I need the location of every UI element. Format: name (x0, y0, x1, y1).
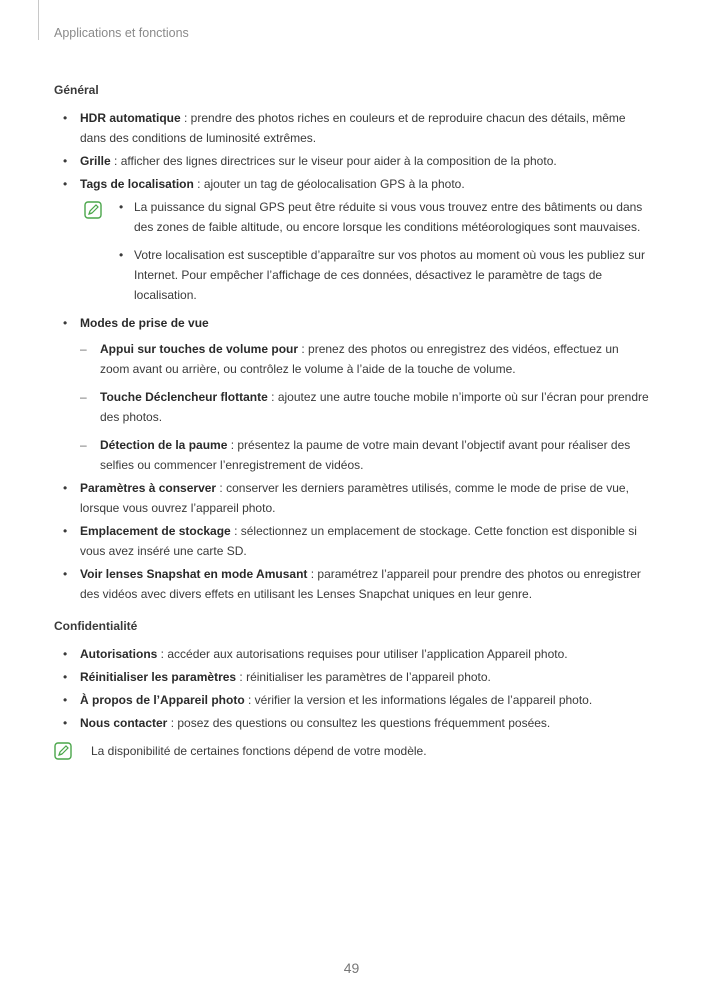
item-term: Modes de prise de vue (80, 316, 209, 330)
availability-note-text: La disponibilité de certaines fonctions dépend de votre modèle. (91, 744, 427, 758)
item-term: Appui sur touches de volume pour (100, 342, 299, 356)
item-desc: : prenez des photos ou enregistrez des vidéos, effectuez un zoom avant ou arrière, ou contrôlez le volume à l’aide de la touche de volume. (100, 342, 619, 376)
location-note (54, 197, 650, 305)
item-term: Emplacement de stockage (80, 524, 231, 538)
item-term: Autorisations (80, 647, 158, 661)
list-item (54, 690, 650, 710)
availability-note (54, 741, 650, 761)
header-rule (38, 0, 39, 40)
list-item (54, 564, 650, 604)
item-term: Tags de localisation (80, 177, 194, 191)
list-item (54, 521, 650, 561)
note-item: • Votre localisation est susceptible d’apparaître sur vos photos au moment où vous les publiez sur Internet. Pour empêcher l’affichage de ces données, désactivez le paramètre de tags de localisation. (134, 245, 650, 305)
section-title-privacy: Confidentialité (54, 619, 138, 633)
item-desc: : présentez la paume de votre main devant l’objectif avant pour réaliser des selfies ou commencer l’enregistrement de vidéos. (100, 438, 631, 472)
item-desc: : ajoutez une autre touche mobile n’importe où sur l’écran pour prendre des photos. (100, 390, 649, 424)
item-desc: : vérifier la version et les informations légales de l’appareil photo. (244, 693, 593, 707)
list-item (54, 644, 650, 664)
sub-item (54, 339, 650, 379)
item-term: Touche Déclencheur flottante (100, 390, 268, 404)
item-term: HDR automatique (80, 111, 181, 125)
list-item (54, 713, 650, 733)
item-desc: : afficher des lignes directrices sur le viseur pour aider à la composition de la photo. (110, 154, 557, 168)
item-desc: : prendre des photos riches en couleurs et de reproduire chacun des détails, même dans des conditions de luminosité extrêmes. (80, 111, 626, 145)
item-term: Nous contacter (80, 716, 168, 730)
list-item (54, 108, 650, 148)
item-desc: : ajouter un tag de géolocalisation GPS à la photo. (193, 177, 465, 191)
list-item (54, 313, 650, 475)
item-term: Grille (80, 154, 111, 168)
main-content (54, 80, 650, 761)
item-desc: : conserver les derniers paramètres utilisés, comme le mode de prise de vue, lorsque vous ouvrez l’appareil photo. (80, 481, 629, 515)
item-term: Détection de la paume (100, 438, 228, 452)
item-desc: : sélectionnez un emplacement de stockage. Cette fonction est disponible si vous avez inséré une carte SD. (80, 524, 637, 558)
list-item (54, 151, 650, 171)
item-term: Voir lenses Snapshat en mode Amusant (80, 567, 308, 581)
breadcrumb: Applications et fonctions (54, 26, 189, 40)
item-term: À propos de l’Appareil photo (80, 693, 245, 707)
shooting-mode-sublist (80, 339, 650, 475)
sub-item (54, 387, 650, 427)
list-item (54, 174, 650, 194)
item-desc: : posez des questions ou consultez les questions fréquemment posées. (167, 716, 551, 730)
note-item: • La puissance du signal GPS peut être réduite si vous vous trouvez entre des bâtiments ou dans des zones de faible altitude, ou encore lorsque les conditions météorologiques sont mauvaises. (134, 197, 650, 237)
list-item (54, 667, 650, 687)
privacy-list (54, 644, 650, 733)
item-term: Paramètres à conserver (80, 481, 217, 495)
item-desc: : paramétrez l’appareil pour prendre des photos ou enregistrer des vidéos avec divers effets en utilisant les Lenses Snapchat uniques en leur genre. (80, 567, 641, 601)
section-title-general: Général (54, 83, 99, 97)
general-list (54, 108, 650, 194)
shooting-modes-list (54, 313, 650, 604)
page-number: 49 (343, 960, 360, 976)
pencil-note-icon (84, 201, 102, 219)
item-desc: : accéder aux autorisations requises pour utiliser l’application Appareil photo. (157, 647, 568, 661)
list-item (54, 478, 650, 518)
sub-item (54, 435, 650, 475)
item-desc: : réinitialiser les paramètres de l’appareil photo. (236, 670, 491, 684)
pencil-note-icon (54, 742, 72, 760)
item-term: Réinitialiser les paramètres (80, 670, 237, 684)
